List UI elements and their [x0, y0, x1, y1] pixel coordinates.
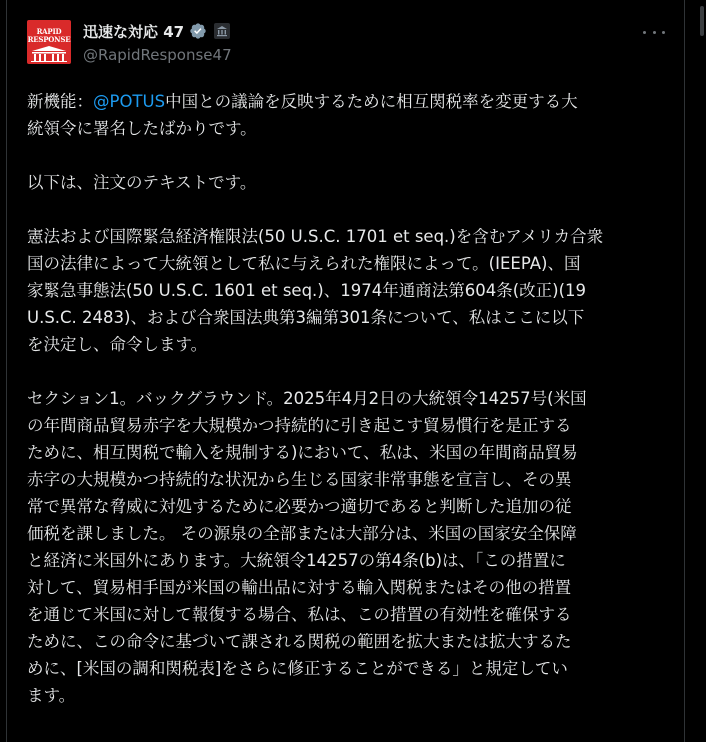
avatar-logo-text-2: RESPONSE	[27, 35, 71, 44]
paragraph-authority	[27, 223, 671, 358]
text-line: 赤字の大規模かつ持続的な状況から生じる国家非常事態を宣言し、その異	[27, 470, 572, 489]
text-line: 国の法律によって大統領として私に与えられた権限によって。(IEEPA)、国	[27, 254, 581, 273]
text-line: ために、この命令に基づいて課される関税の範囲を拡大または拡大するた	[27, 632, 572, 651]
author-handle[interactable]: @RapidResponse47	[83, 46, 232, 64]
verified-badge-icon[interactable]	[189, 22, 207, 40]
tweet-text	[27, 88, 671, 736]
display-name[interactable]: 迅速な対応 47	[83, 22, 185, 41]
text-line: 対して、貿易相手国が米国の輸出品に対する輸入関税またはその他の措置	[27, 578, 572, 597]
text-line: セクション1。バックグラウンド。2025年4月2日の大統領令14257号(米国	[27, 389, 587, 408]
text-line: めに、[米国の調和関税表]をさらに修正することができる」と規定してい	[27, 659, 568, 678]
more-options-icon[interactable]	[643, 24, 665, 40]
text-line: 以下は、注文のテキストです。	[27, 173, 257, 192]
tweet-card[interactable]	[7, 0, 684, 742]
paragraph-announcement	[27, 88, 671, 142]
avatar-logo-text-1: RAPID	[36, 27, 62, 36]
text-line: を通じて米国に対して報復する場合、私は、この措置の有効性を確保する	[27, 605, 572, 624]
author-name-row	[83, 20, 230, 42]
text-line: ます。	[27, 686, 76, 705]
avatar[interactable]	[27, 20, 71, 64]
government-building-icon[interactable]	[214, 23, 230, 39]
text-line: 常で異常な脅威に対処するために必要かつ適切であると判断した追加の従	[27, 497, 572, 516]
scrollbar-thumb[interactable]	[700, 6, 704, 36]
text-line: U.S.C. 2483)、および合衆国法典第3編第301条について、私はここに以下	[27, 308, 585, 327]
text-line: を決定し、命令します。	[27, 335, 208, 354]
paragraph-section-1	[27, 385, 671, 709]
text-line: 価税を課しました。 その源泉の全部または大部分は、米国の国家安全保障	[27, 524, 577, 543]
white-house-logo-icon	[30, 46, 68, 62]
left-window-edge	[0, 0, 7, 742]
text-prefix: 新機能：	[27, 92, 93, 111]
mention-link[interactable]: @POTUS	[93, 92, 166, 111]
text-line: ために、相互関税で輸入を規制する)において、私は、米国の年間商品貿易	[27, 443, 578, 462]
text-line: と経済に米国外にあります。大統領令14257の第4条(b)は、「この措置に	[27, 551, 566, 570]
text-line: 統領令に署名したばかりです。	[27, 119, 257, 138]
paragraph-intro	[27, 169, 671, 196]
text-line: 憲法および国際緊急経済権限法(50 U.S.C. 1701 et seq.)を含むアメリカ合衆	[27, 227, 604, 246]
text-segment: 中国との議論を反映するために相互関税率を変更する大	[165, 92, 578, 111]
text-line	[27, 88, 671, 115]
right-scrollbar-track[interactable]	[684, 0, 706, 742]
text-line: 家緊急事態法(50 U.S.C. 1601 et seq.)、1974年通商法第604条(改正)(19	[27, 281, 587, 300]
text-line: の年間商品貿易赤字を大規模かつ持続的に引き起こす貿易慣行を是正する	[27, 416, 572, 435]
